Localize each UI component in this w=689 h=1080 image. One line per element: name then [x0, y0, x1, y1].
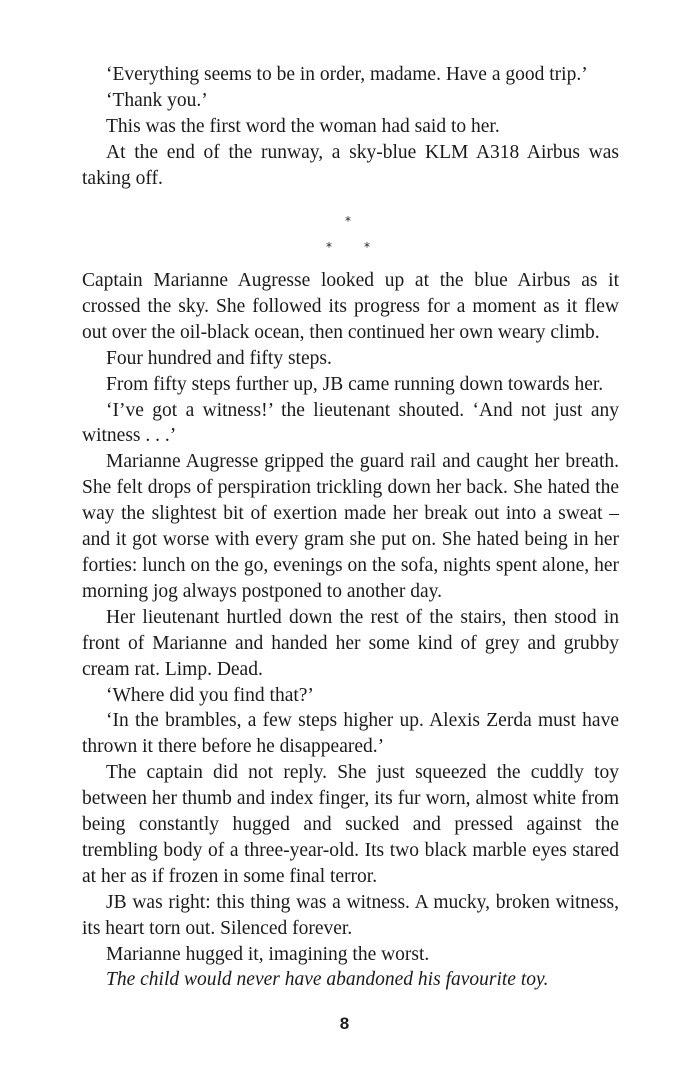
page-number: 8	[339, 1014, 350, 1033]
italic-paragraph: The child would never have abandoned his favourite toy.	[106, 969, 549, 991]
paragraph: This was the first word the woman had said to her.	[106, 115, 500, 137]
main-text-block	[82, 268, 619, 993]
paragraph: Marianne hugged it, imagining the worst.	[106, 943, 430, 965]
paragraph: At the end of the runway, a sky-blue KLM A318 Airbus was taking off.	[82, 141, 619, 189]
paragraph: ‘Everything seems to be in order, madame. Have a good trip.’	[106, 64, 588, 85]
paragraph: From fifty steps further up, JB came running down towards her.	[106, 373, 604, 395]
paragraph: Marianne Augresse gripped the guard rail and caught her breath. She felt drops of perspiration trickling down her back. She hated the way the slightest bit of exertion made her break out into a sweat – and it got worse with every gram she put on. She hated being in her forties: lunch on the go, evenings on the sofa, nights spent alone, her morning jog always postponed to another day.	[82, 451, 619, 602]
section-break-star: *	[364, 240, 370, 254]
paragraph: Four hundred and fifty steps.	[106, 347, 332, 369]
paragraph: ‘Thank you.’	[106, 89, 208, 111]
section-break-star: *	[326, 240, 332, 254]
section-break-star: *	[345, 214, 351, 228]
paragraph: ‘I’ve got a witness!’ the lieutenant shouted. ‘And not just any witness . . .’	[82, 399, 619, 447]
paragraph: Her lieutenant hurtled down the rest of the stairs, then stood in front of Marianne and handed her some kind of grey and grubby cream rat. Limp. Dead.	[82, 606, 619, 680]
section-break	[0, 205, 689, 254]
paragraph: JB was right: this thing was a witness. A mucky, broken witness, its heart torn out. Silenced forever.	[82, 891, 619, 939]
paragraph: ‘In the brambles, a few steps higher up. Alexis Zerda must have thrown it there before he disappeared.’	[82, 710, 619, 758]
top-text-block	[82, 62, 619, 192]
paragraph: Captain Marianne Augresse looked up at the blue Airbus as it crossed the sky. She followed its progress for a moment as it flew out over the oil-black ocean, then continued her own weary climb.	[82, 270, 619, 343]
paragraph: ‘Where did you find that?’	[106, 684, 314, 706]
paragraph: The captain did not reply. She just squeezed the cuddly toy between her thumb and index finger, its fur worn, almost white from being constantly hugged and sucked and pressed against the trembling body of a three-year-old. Its two black marble eyes stared at her as if frozen in some final terror.	[82, 762, 619, 887]
